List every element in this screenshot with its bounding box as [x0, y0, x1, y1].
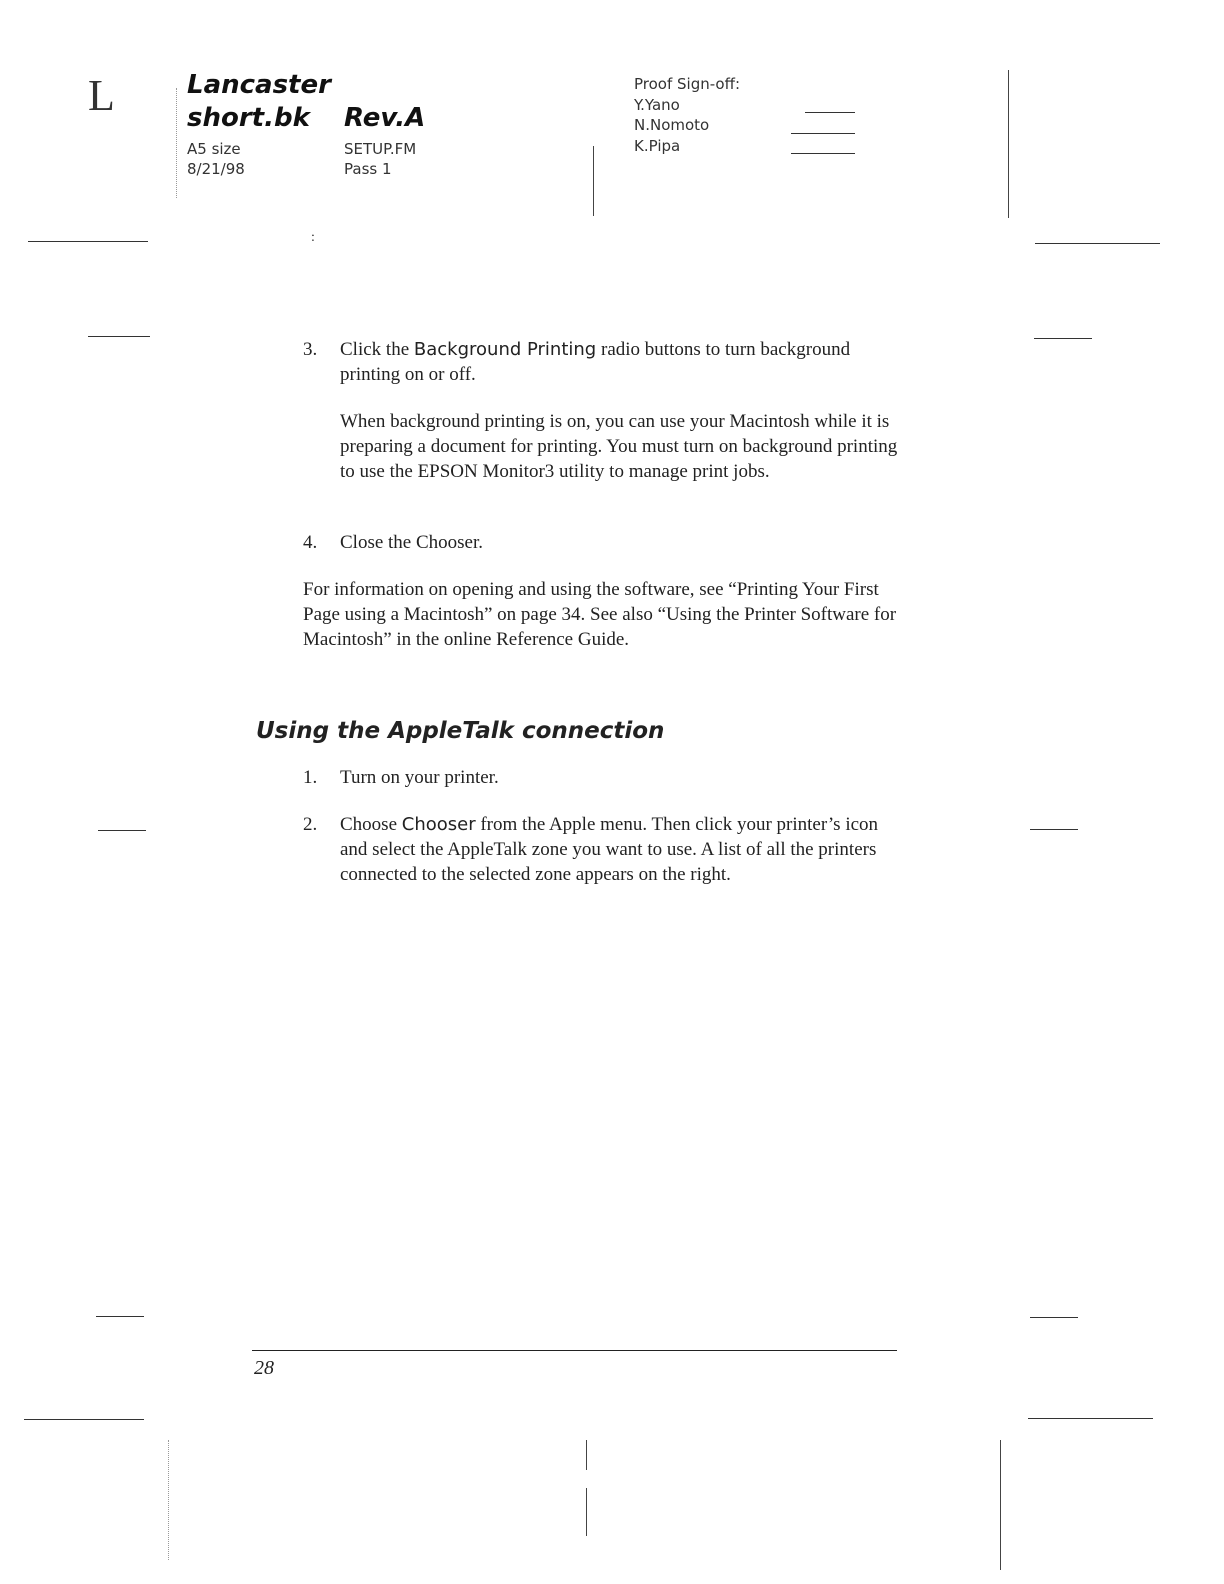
- section-heading: Using the AppleTalk connection: [256, 718, 665, 744]
- header-guide: [176, 88, 177, 198]
- ui-term: Background Printing: [413, 339, 597, 360]
- step-text-part: Choose: [340, 814, 402, 835]
- step-text: [340, 812, 910, 887]
- step-text: [340, 337, 910, 387]
- crop-mark: [28, 241, 148, 242]
- crop-mark: [98, 830, 146, 831]
- crop-mark: [24, 1419, 144, 1420]
- paragraph: For information on opening and using the software, see “Printing Your First Page using a Macintosh” on page 34. See also “Using the Printer Software for Macintosh” in the online Reference Guide.: [303, 579, 897, 650]
- crop-mark: [1030, 829, 1078, 830]
- crop-mark: [1034, 338, 1092, 339]
- header-divider: [593, 146, 594, 216]
- list-number: 2.: [303, 814, 318, 835]
- header-divider: [1008, 70, 1009, 218]
- signature-line: [805, 112, 855, 113]
- footer-rule: [252, 1350, 897, 1351]
- pass-label: Pass 1: [344, 160, 392, 178]
- bottom-guide: [168, 1440, 169, 1560]
- bottom-guide: [586, 1440, 587, 1470]
- book-file: short.bk: [187, 103, 310, 133]
- corner-letter: L: [88, 71, 115, 120]
- bottom-guide: [1000, 1440, 1001, 1570]
- list-number: 1.: [303, 767, 318, 788]
- crop-mark: [88, 336, 150, 337]
- page-number: 28: [254, 1357, 274, 1379]
- list-number: 4.: [303, 532, 318, 553]
- signer-name: N.Nomoto: [634, 116, 710, 134]
- step-text: Turn on your printer.: [340, 767, 499, 788]
- paragraph: When background printing is on, you can use your Macintosh while it is preparing a document for printing. You must turn on background printing to use the EPSON Monitor3 utility to manage print jobs.: [340, 411, 898, 482]
- signer-name: Y.Yano: [634, 96, 680, 114]
- file-label: SETUP.FM: [344, 140, 417, 158]
- signer-name: K.Pipa: [634, 137, 681, 155]
- page-size-label: A5 size: [187, 140, 241, 158]
- signature-line: [791, 133, 855, 134]
- bottom-guide: [586, 1488, 587, 1536]
- step-text: Close the Chooser.: [340, 532, 484, 553]
- crop-mark: [1035, 243, 1160, 244]
- revision-label: Rev.A: [344, 103, 426, 133]
- ui-term: Chooser: [401, 814, 476, 835]
- date-label: 8/21/98: [187, 160, 245, 178]
- stray-mark: :: [311, 230, 315, 245]
- proof-signoff-label: Proof Sign-off:: [634, 75, 740, 93]
- step-text-part: from the Apple menu. Then click your printer’s icon and select the AppleTalk zone you want to use. A list of all the printers connected to the selected zone appears on the right.: [340, 814, 879, 885]
- list-number: 3.: [303, 339, 318, 360]
- signature-line: [791, 153, 855, 154]
- crop-mark: [1028, 1418, 1153, 1419]
- crop-mark: [1030, 1317, 1078, 1318]
- step-text-part: radio buttons to turn background printing on or off.: [340, 339, 851, 385]
- step-text-part: Click the: [340, 339, 414, 360]
- book-title: Lancaster: [187, 70, 331, 100]
- crop-mark: [96, 1316, 144, 1317]
